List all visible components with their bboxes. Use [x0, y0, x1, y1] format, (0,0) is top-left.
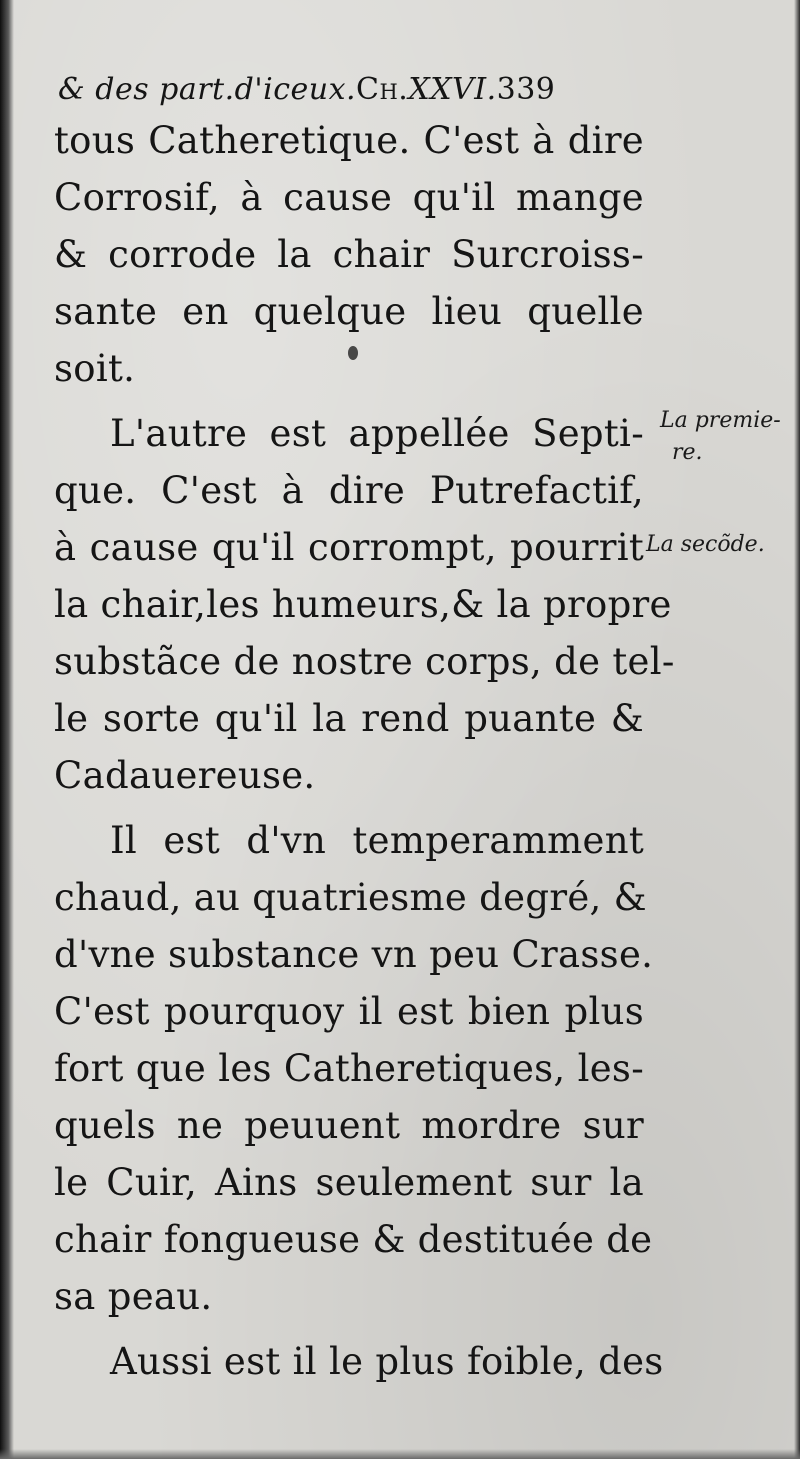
page-number: 339 [496, 72, 556, 107]
running-head [58, 70, 638, 110]
text-line: Cadauereuse. [54, 754, 316, 797]
text-line: C'est pourquoy il est bien plus [54, 990, 644, 1033]
text-line: L'autre est appellée Septi- [110, 412, 644, 455]
text-line: tous Catheretique. C'est à dire [54, 119, 644, 162]
text-line: Corrosif, à cause qu'il mange [54, 176, 644, 219]
text-line: le sorte qu'il la rend puante & [54, 697, 644, 740]
text-line: & corrode la chair Surcroiss- [54, 233, 644, 276]
paragraph-4 [54, 1333, 664, 1390]
page-edge-right [794, 0, 800, 1459]
text-line: fort que les Catheretiques, les- [54, 1047, 644, 1090]
margin-note-premiere-cont: re. [672, 440, 703, 465]
text-line: Aussi est il le plus foible, des [110, 1340, 664, 1383]
paragraph-2 [54, 405, 675, 804]
text-line: chaud, au quatriesme degré, & [54, 876, 647, 919]
margin-note-seconde: La secõde. [646, 532, 765, 557]
text-line: substãce de nostre corps, de tel- [54, 640, 675, 683]
text-line: soit. [54, 347, 136, 390]
running-head-title: & des part.d'iceux. [58, 72, 357, 107]
text-line: sa peau. [54, 1275, 213, 1318]
text-line: à cause qu'il corrompt, pourrit [54, 526, 644, 569]
text-line: chair fongueuse & destituée de [54, 1218, 653, 1261]
running-head-chapter-number: XXVI. [408, 72, 497, 107]
running-head-chapter: Ch. [356, 72, 409, 107]
text-line: d'vne substance vn peu Crasse. [54, 933, 654, 976]
page-edge-left [0, 0, 14, 1459]
ink-blot [348, 346, 358, 360]
text-line: le Cuir, Ains seulement sur la [54, 1161, 644, 1204]
text-line: Il est d'vn temperamment [110, 819, 644, 862]
body-text [54, 112, 675, 1390]
text-line: que. C'est à dire Putrefactif, [54, 469, 644, 512]
paragraph-3 [54, 812, 654, 1325]
text-line: la chair,les humeurs,& la propre [54, 583, 672, 626]
page-edge-bottom [0, 1449, 800, 1459]
text-line: quels ne peuuent mordre sur [54, 1104, 644, 1147]
margin-note-premiere: La premie- [660, 408, 781, 433]
text-line: sante en quelque lieu quelle [54, 290, 644, 333]
